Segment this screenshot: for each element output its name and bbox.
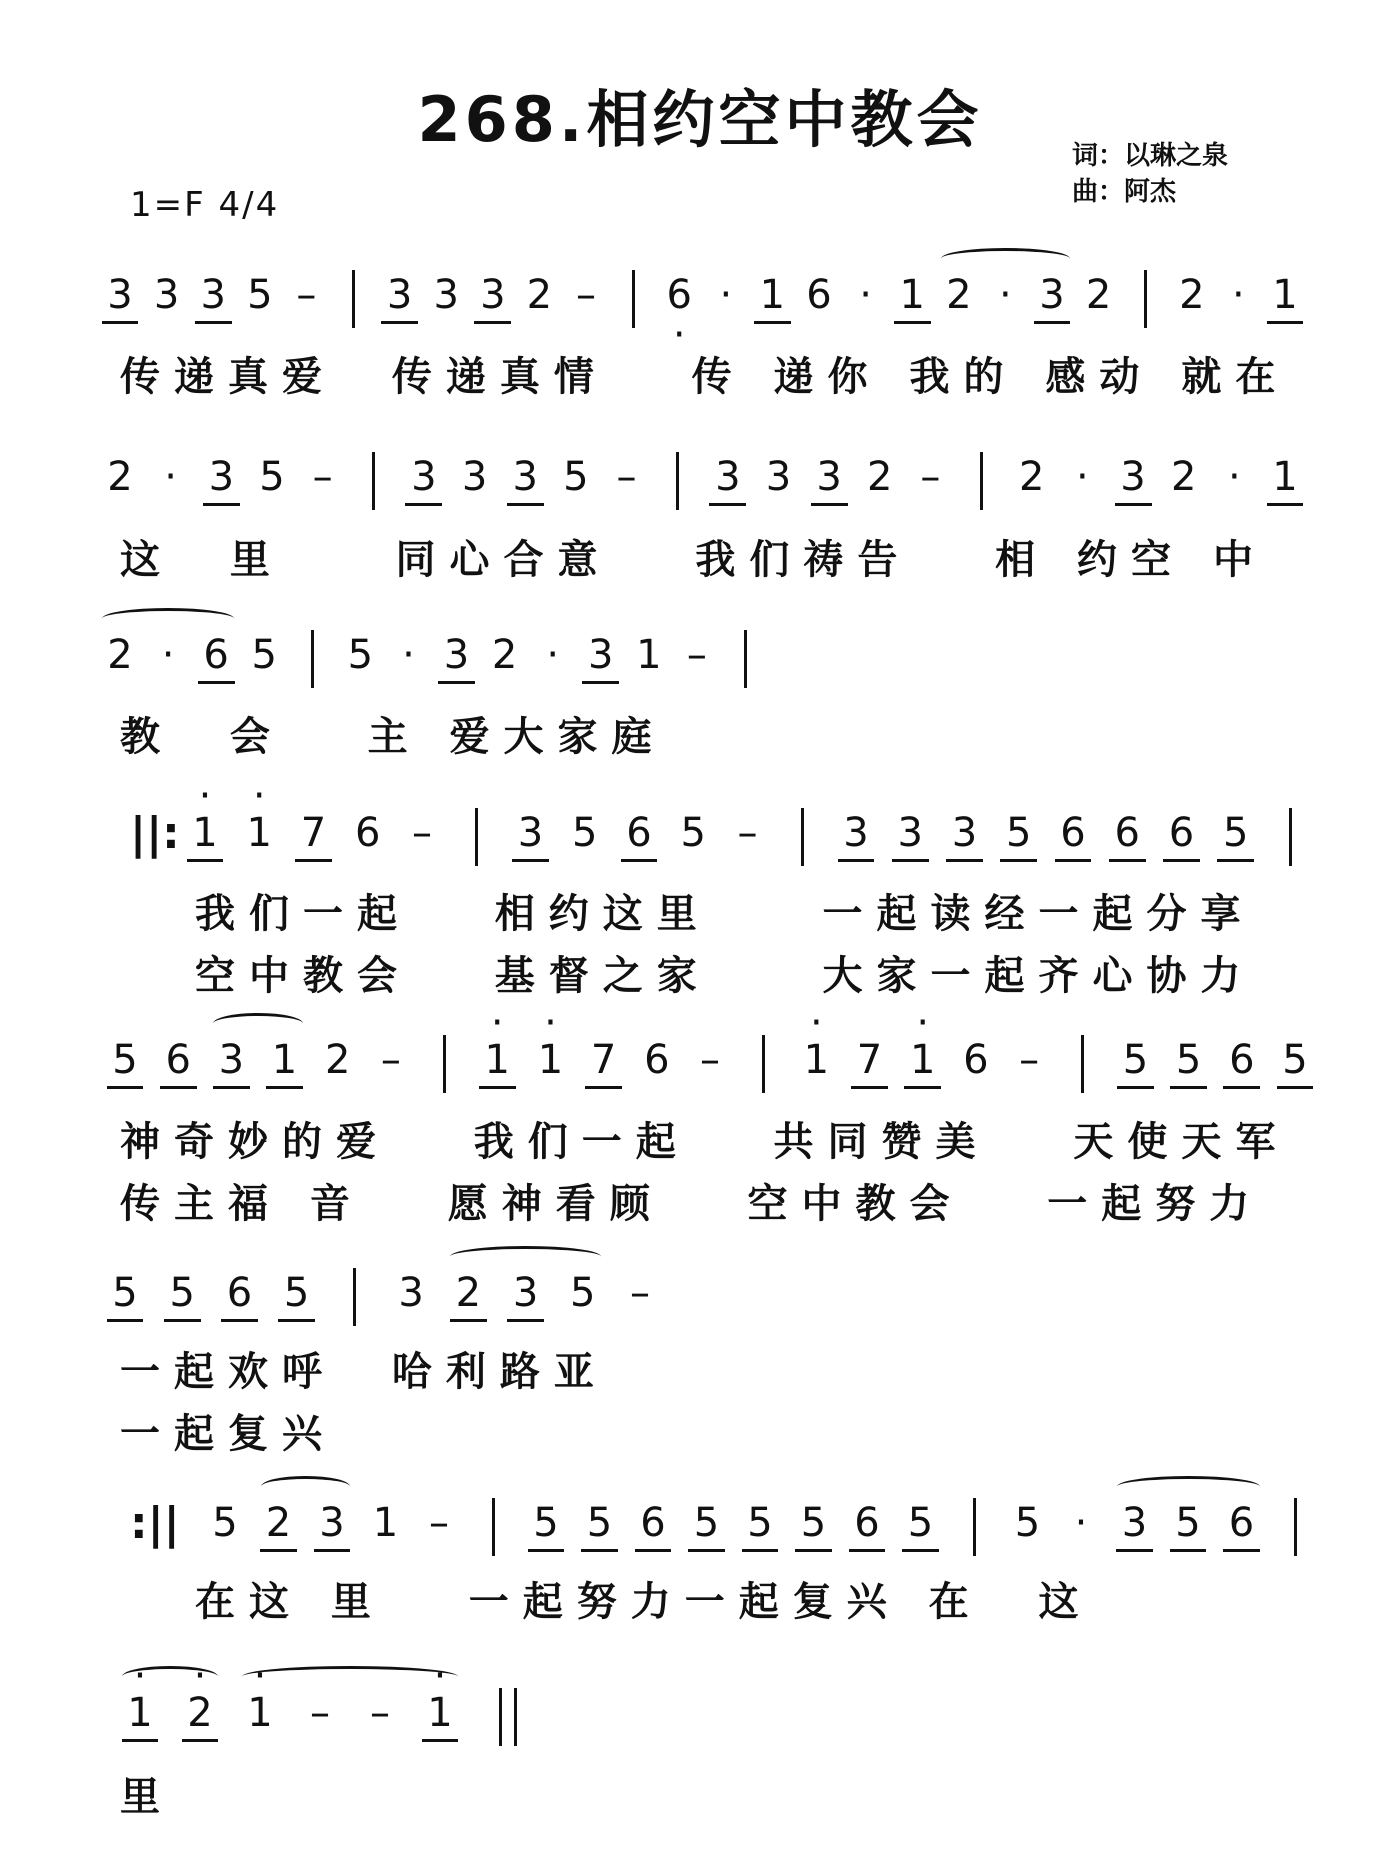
repeat-start-sign: ||: xyxy=(130,808,180,859)
note: 5 xyxy=(1014,1500,1041,1546)
note: · 1 xyxy=(183,808,227,858)
dot-mark: · xyxy=(1232,272,1245,318)
bar-line xyxy=(499,1688,502,1746)
note: · 2 xyxy=(178,1688,222,1738)
dash-note: – xyxy=(312,454,333,500)
note: 6 xyxy=(194,630,238,680)
note: 3 xyxy=(310,1498,354,1548)
note: 2 xyxy=(257,1498,301,1548)
note: 3 xyxy=(504,1268,548,1318)
note: 5 xyxy=(160,1268,204,1318)
note: 5 xyxy=(524,1498,568,1548)
note: 1 xyxy=(372,1500,399,1546)
note: 2 xyxy=(107,454,133,500)
note: · 1 xyxy=(528,1035,572,1085)
note: 5 xyxy=(578,1498,622,1548)
note: 3 xyxy=(807,452,851,502)
note: 5 xyxy=(1166,1498,1210,1548)
note: · 1 xyxy=(237,808,281,858)
note: 3 xyxy=(153,272,180,318)
bar-line xyxy=(744,630,747,688)
note: 6 xyxy=(617,808,661,858)
bar-line xyxy=(632,270,635,328)
note: 2 xyxy=(1085,272,1112,318)
lyric-line: 教 会 主 爱大家庭 xyxy=(120,714,666,760)
note: 5 xyxy=(1167,1035,1211,1085)
dash-note: – xyxy=(686,632,707,678)
dash-note: – xyxy=(412,810,432,856)
bar-line xyxy=(1144,270,1147,328)
bar-line xyxy=(443,1035,446,1093)
note: 5 xyxy=(1214,808,1258,858)
bar-line xyxy=(801,808,804,866)
lyric-line: 一起复兴 xyxy=(120,1411,336,1457)
note: 3 xyxy=(209,1035,253,1085)
note: 5 xyxy=(1273,1035,1317,1085)
note: 2 xyxy=(867,454,893,500)
dash-note: – xyxy=(370,1690,390,1736)
note: 3 xyxy=(706,452,750,502)
slur-mark xyxy=(1117,1476,1260,1497)
note: 6 xyxy=(1220,1035,1264,1085)
note: 5 xyxy=(680,810,706,856)
bar-line xyxy=(1294,1498,1297,1556)
note: 2 xyxy=(1179,272,1205,318)
note: 5 xyxy=(570,1270,596,1316)
note: · 1 xyxy=(794,1035,838,1085)
bar-line xyxy=(372,452,375,510)
note: · 1 xyxy=(901,1035,945,1085)
note: 6 xyxy=(806,272,832,318)
note: 2 xyxy=(1170,454,1197,500)
note: · 1 xyxy=(238,1688,282,1738)
note: 3 xyxy=(1030,270,1074,320)
dot-mark: · xyxy=(719,272,733,318)
dot-mark: · xyxy=(1227,454,1241,500)
dot-mark: · xyxy=(1074,1500,1088,1546)
bar-line xyxy=(676,452,679,510)
note: 6 xyxy=(355,810,381,856)
slur-mark xyxy=(122,1666,218,1687)
note: 6 xyxy=(631,1498,675,1548)
note: 2 xyxy=(491,632,518,678)
note: 1 xyxy=(750,270,794,320)
note: 3 xyxy=(503,452,547,502)
note: · 1 xyxy=(475,1035,519,1085)
note: 7 xyxy=(582,1035,626,1085)
bar-line xyxy=(980,452,983,510)
note: 2 xyxy=(526,272,553,318)
note: 6 xyxy=(845,1498,889,1548)
note: 6 xyxy=(1160,808,1204,858)
note: 3 xyxy=(398,1270,424,1316)
note: 1 xyxy=(1263,270,1307,320)
note: 1 xyxy=(636,632,662,678)
note: 6 xyxy=(1220,1498,1264,1548)
slur-mark xyxy=(102,608,234,629)
bar-line xyxy=(1289,808,1292,866)
note: 3 xyxy=(509,808,553,858)
note: 5 xyxy=(792,1498,836,1548)
dot-mark: · xyxy=(999,272,1012,318)
dash-note: – xyxy=(296,272,317,318)
dash-note: – xyxy=(1019,1037,1040,1083)
dot-mark: · xyxy=(859,272,872,318)
note: 3 xyxy=(943,808,987,858)
lyricist-credit: 词：以琳之泉 xyxy=(1072,141,1229,171)
dash-note: – xyxy=(630,1270,650,1316)
dash-note: – xyxy=(310,1690,330,1736)
dot-mark: · xyxy=(546,632,560,678)
note: 5 xyxy=(1113,1035,1157,1085)
lyric-line: 空中教会 基督之家 大家一起齐心协力 xyxy=(195,953,1255,999)
repeat-end-sign: :|| xyxy=(130,1498,180,1549)
note: 2 xyxy=(1019,454,1045,500)
slur-mark xyxy=(213,1013,302,1034)
note: · 1 xyxy=(418,1688,462,1738)
note: 1 xyxy=(263,1035,307,1085)
note: 5 xyxy=(259,454,285,500)
note: 6 xyxy=(217,1268,261,1318)
note: · 1 xyxy=(118,1688,162,1738)
note: 3 xyxy=(191,270,235,320)
bar-line xyxy=(1081,1035,1084,1093)
dot-mark: · xyxy=(402,632,415,678)
note: 5 xyxy=(685,1498,729,1548)
note: 6 xyxy=(1051,808,1095,858)
note: 3 xyxy=(1111,452,1155,502)
slur-mark xyxy=(450,1246,600,1267)
lyric-line: 这 里 同心合意 我们祷告 相 约空 中 xyxy=(120,537,1267,583)
note: 3 xyxy=(402,452,446,502)
note: 2 xyxy=(107,632,133,678)
note: 5 xyxy=(103,1035,147,1085)
note: 2 xyxy=(946,272,972,318)
bar-line xyxy=(514,1688,517,1746)
note: 1 xyxy=(890,270,934,320)
note: 6 xyxy=(156,1035,200,1085)
note: 5 xyxy=(347,632,374,678)
note: 3 xyxy=(461,454,488,500)
dash-note: – xyxy=(380,1037,401,1083)
note: 3 xyxy=(378,270,422,320)
lyric-line: 神奇妙的爱 我们一起 共同赞美 天使天军 xyxy=(120,1119,1290,1165)
note: 3 xyxy=(98,270,142,320)
note: · 6 xyxy=(657,270,701,320)
note: 5 xyxy=(275,1268,319,1318)
slur-mark xyxy=(261,1476,351,1497)
slur-mark xyxy=(941,248,1070,269)
lyric-line: 里 xyxy=(120,1774,174,1820)
note: 5 xyxy=(251,632,277,678)
bar-line xyxy=(492,1498,495,1556)
dot-mark: · xyxy=(161,632,175,678)
note: 3 xyxy=(834,808,878,858)
bar-line xyxy=(762,1035,765,1093)
lyric-line: 一起欢呼 哈利路亚 xyxy=(120,1349,608,1395)
note: 5 xyxy=(212,1500,238,1546)
note: 2 xyxy=(324,1037,351,1083)
note: 3 xyxy=(471,270,515,320)
lyric-line: 我们一起 相约这里 一起读经一起分享 xyxy=(195,891,1255,937)
note: 3 xyxy=(433,272,459,318)
note: 3 xyxy=(765,454,792,500)
note: 6 xyxy=(644,1037,670,1083)
composer-credit: 曲：阿杰 xyxy=(1072,177,1177,207)
song-title: 268.相约空中教会 xyxy=(417,83,983,156)
lyric-line: 在这 里 一起努力一起复兴 在 这 xyxy=(195,1579,1093,1625)
note: 5 xyxy=(899,1498,943,1548)
note: 3 xyxy=(888,808,932,858)
note: 5 xyxy=(103,1268,147,1318)
note: 6 xyxy=(963,1037,989,1083)
bar-line xyxy=(352,270,355,328)
note: 3 xyxy=(199,452,243,502)
note: 7 xyxy=(292,808,336,858)
dash-note: – xyxy=(576,272,596,318)
dash-note: – xyxy=(616,454,637,500)
note: 1 xyxy=(1263,452,1307,502)
slur-mark xyxy=(242,1666,458,1687)
note: 3 xyxy=(435,630,479,680)
dot-mark: · xyxy=(164,454,177,500)
note: 5 xyxy=(738,1498,782,1548)
bar-line xyxy=(353,1268,356,1326)
note: 2 xyxy=(446,1268,490,1318)
note: 5 xyxy=(572,810,598,856)
lyric-line: 传递真爱 传递真情 传 递你 我的 感动 就在 xyxy=(120,354,1290,400)
note: 6 xyxy=(1105,808,1149,858)
note: 3 xyxy=(579,630,623,680)
bar-line xyxy=(973,1498,976,1556)
note: 3 xyxy=(1113,1498,1157,1548)
bar-line xyxy=(475,808,478,866)
key-signature: 1=F 4/4 xyxy=(130,185,280,225)
credits xyxy=(1072,138,1228,210)
dash-note: – xyxy=(737,810,758,856)
note: 7 xyxy=(848,1035,892,1085)
dash-note: – xyxy=(429,1500,449,1546)
lyric-line: 传主福 音 愿神看顾 空中教会 一起努力 xyxy=(120,1181,1264,1227)
dot-mark: · xyxy=(1076,454,1089,500)
note: 5 xyxy=(247,272,273,318)
bar-line xyxy=(311,630,314,688)
dash-note: – xyxy=(920,454,941,500)
dash-note: – xyxy=(700,1037,720,1083)
note: 5 xyxy=(563,454,589,500)
note: 5 xyxy=(997,808,1041,858)
